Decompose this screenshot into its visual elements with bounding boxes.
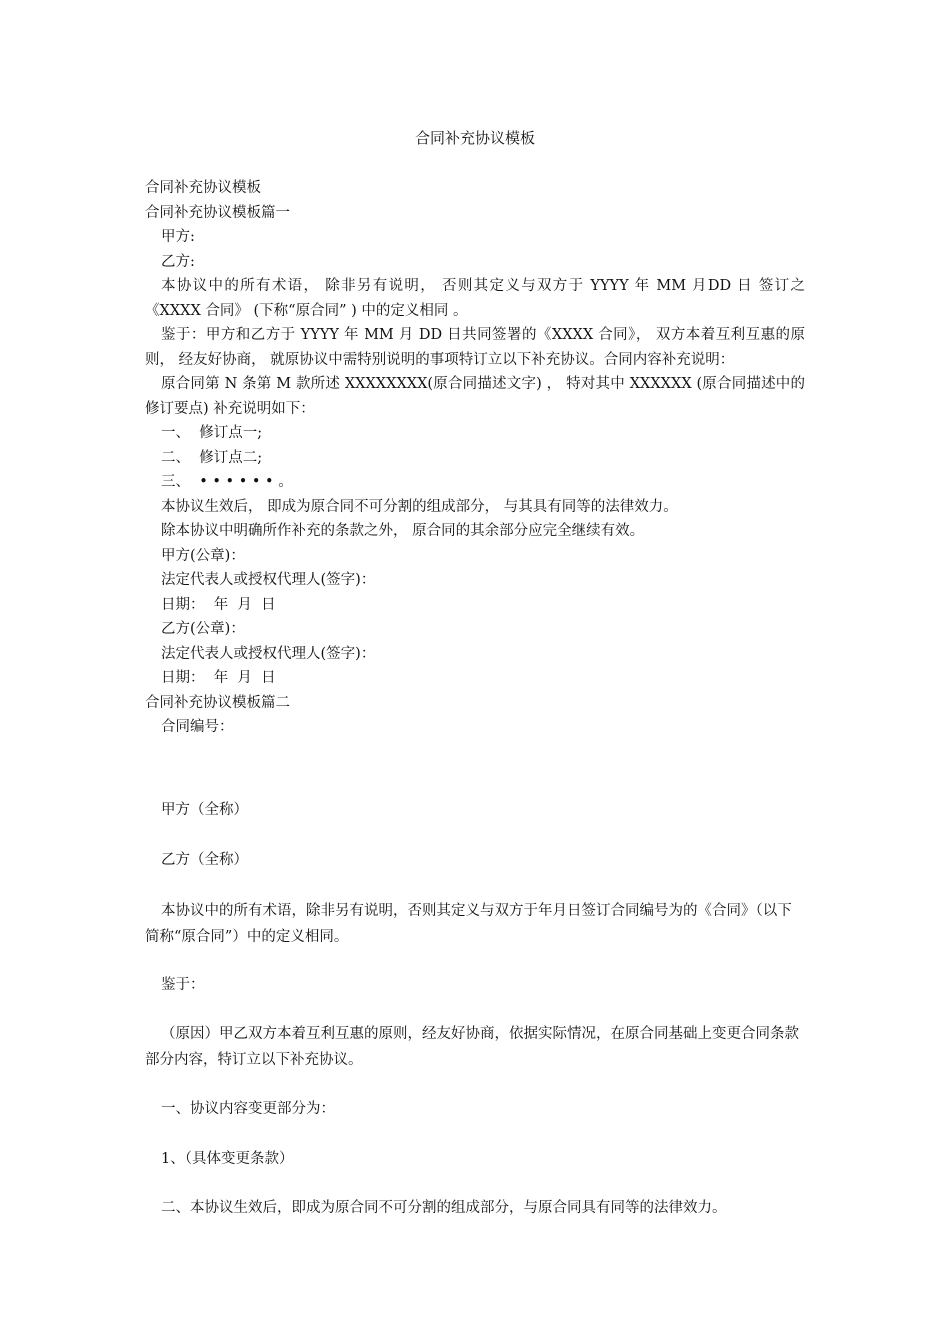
section-one	[145, 176, 805, 740]
revision-item-2: 二、 修订点二;	[161, 449, 263, 466]
party-b-representative: 法定代表人或授权代理人(签字)：	[161, 645, 376, 662]
party-b-date: 日期： 年 月 日	[161, 670, 276, 686]
clause-two: 二、本协议生效后，即成为原合同不可分割的组成部分，与原合同具有同等的法律效力。	[161, 1200, 727, 1216]
section-two-heading: 合同补充协议模板篇二	[145, 694, 290, 711]
contract-number-label: 合同编号：	[161, 719, 234, 735]
effect-line: 本协议生效后， 即成为原合同不可分割的组成部分， 与其具有同等的法律效力。	[161, 498, 678, 515]
remain-line: 除本协议中明确所作补充的条款之外， 原合同的其余部分应完全继续有效。	[161, 523, 645, 539]
terms-paragraph: 本协议中的所有术语， 除非另有说明， 否则其定义与双方于 YYYY 年 MM 月DD 日 签订之《XXXX 合同》 (下称“原合同” ) 中的定义相同 。	[145, 278, 805, 319]
document-title: 合同补充协议模板	[414, 129, 535, 147]
party-b-fullname: 乙方（全称）	[161, 852, 248, 868]
reason-paragraph: （原因）甲乙双方本着互利互惠的原则，经友好协商，依据实际情况，在原合同基础上变更合同条款部分内容，特订立以下补充协议。	[145, 1026, 799, 1068]
party-a-seal: 甲方(公章)：	[161, 547, 245, 564]
party-a-date: 日期： 年 月 日	[161, 596, 276, 613]
clause-one: 一、协议内容变更部分为：	[161, 1101, 335, 1117]
clause-paragraph: 原合同第 N 条第 M 款所述 XXXXXXXX(原合同描述文字) ， 特对其中 XXXXXX (原合同描述中的修订要点) 补充说明如下：	[145, 376, 805, 417]
party-b-seal: 乙方(公章)：	[161, 621, 245, 637]
whereas-label: 鉴于：	[161, 977, 205, 993]
terms-paragraph-2: 本协议中的所有术语，除非另有说明，否则其定义与双方于年月日签订合同编号为的《合同》（以下简称“原合同”）中的定义相同。	[145, 903, 792, 945]
revision-item-1: 一、 修订点一;	[161, 425, 263, 441]
whereas-paragraph: 鉴于：甲方和乙方于 YYYY 年 MM 月 DD 日共同签署的《XXXX 合同》， 双方本着互利互惠的原则， 经友好协商， 就原协议中需特别说明的事项特订立以下补充协议。合同内容补充说明：	[145, 327, 805, 368]
party-a-line: 甲方:	[161, 229, 195, 245]
section-subheading: 合同补充协议模板篇一	[145, 204, 290, 221]
revision-item-3: 三、 • • • • • • 。	[161, 474, 293, 490]
party-b-line: 乙方:	[161, 253, 195, 270]
section-heading: 合同补充协议模板	[145, 180, 261, 196]
party-a-fullname: 甲方（全称）	[161, 802, 248, 818]
party-a-representative: 法定代表人或授权代理人(签字)：	[161, 572, 376, 588]
clause-one-item: 1、（具体变更条款）	[161, 1151, 294, 1167]
